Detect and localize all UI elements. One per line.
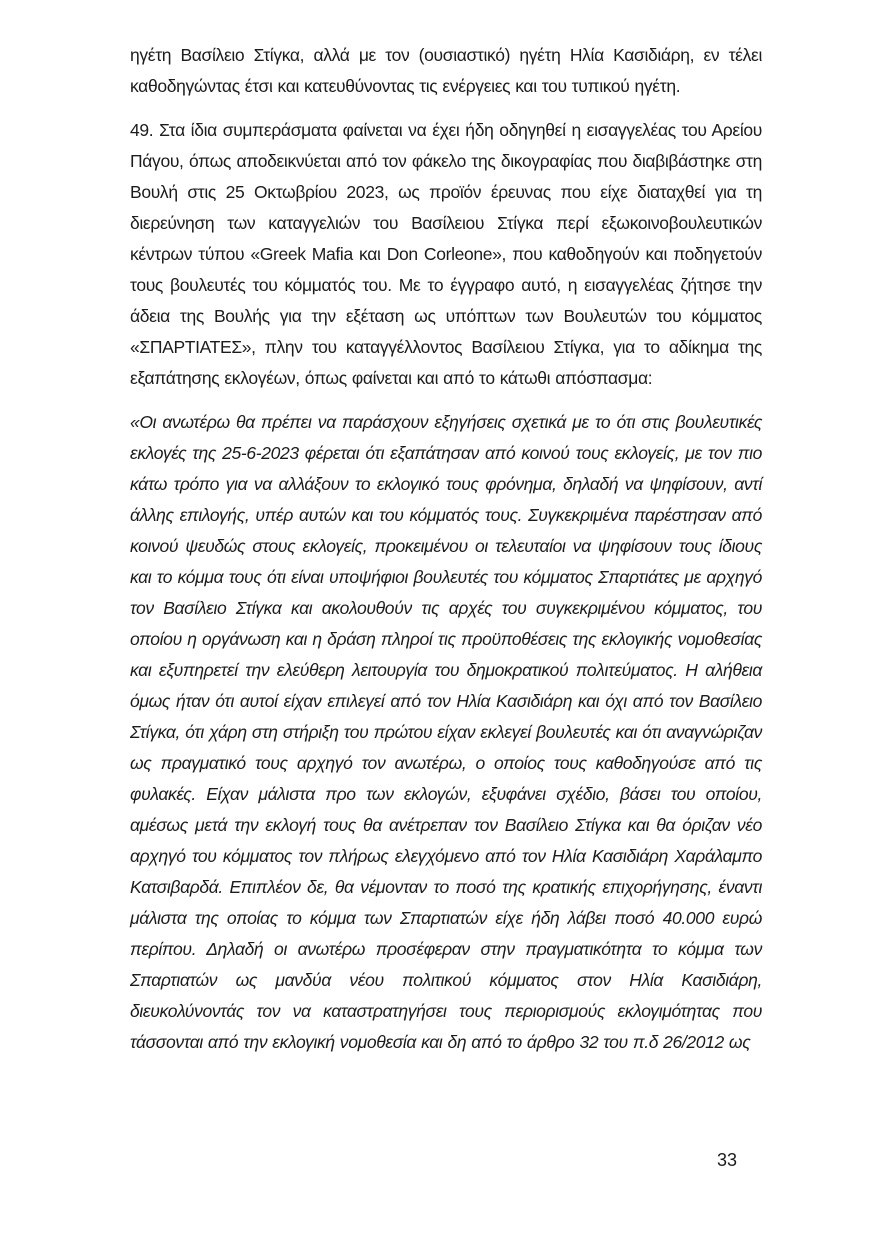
paragraph-49: 49. Στα ίδια συμπεράσματα φαίνεται να έχει ήδη οδηγηθεί η εισαγγελέας του Αρείου Πάγου, όπως αποδεικνύεται από τον φάκελο της δικογραφίας που διαβιβάστηκε στη Βουλή στις 25 Οκτωβρίου 2023, ως προϊόν έρευνας που είχε διαταχθεί για τη διερεύνηση των καταγγελιών του Βασίλειου Στίγκα περί εξωκοινοβουλευτικών κέντρων τύπου «Greek Mafia και Don Corleone», που καθοδηγούν και ποδηγετούν τους βουλευτές του κόμματός του. Με το έγγραφο αυτό, η εισαγγελέας ζήτησε την άδεια της Βουλής για την εξέταση ως υπόπτων των Βουλευτών του κόμματος «ΣΠΑΡΤΙΑΤΕΣ», πλην του καταγγέλλοντος Βασίλειου Στίγκα, για το αδίκημα της εξαπάτησης εκλογέων, όπως φαίνεται και από το κάτωθι απόσπασμα:	[130, 120, 762, 388]
page-body-text	[130, 40, 762, 1058]
page-number: 33	[716, 1150, 737, 1170]
quoted-excerpt-paragraph: «Οι ανωτέρω θα πρέπει να παράσχουν εξηγήσεις σχετικά με το ότι στις βουλευτικές εκλογές της 25-6-2023 φέρεται ότι εξαπάτησαν από κοινού τους εκλογείς, με τον πιο κάτω τρόπο για να αλλάξουν το εκλογικό τους φρόνημα, δηλαδή να ψηφίσουν, αντί άλλης επιλογής, υπέρ αυτών και του κόμματός τους. Συγκεκριμένα παρέστησαν από κοινού ψευδώς στους εκλογείς, προκειμένου οι τελευταίοι να ψηφίσουν τους ίδιους και το κόμμα τους ότι είναι υποψήφιοι βουλευτές του κόμματος Σπαρτιάτες με αρχηγό τον Βασίλειο Στίγκα και ακολουθούν τις αρχές του συγκεκριμένου κόμματος, του οποίου η οργάνωση και η δράση πληροί τις προϋποθέσεις της εκλογικής νομοθεσίας και εξυπηρετεί την ελεύθερη λειτουργία του δημοκρατικού πολιτεύματος. Η αλήθεια όμως ήταν ότι αυτοί είχαν επιλεγεί από τον Ηλία Κασιδιάρη και όχι από τον Βασίλειο Στίγκα, ότι χάρη στη στήριξη του πρώτου είχαν εκλεγεί βουλευτές και ότι αναγνώριζαν ως πραγματικό τους αρχηγό τον ανωτέρω, ο οποίος τους καθοδηγούσε από τις φυλακές. Είχαν μάλιστα προ των εκλογών, εξυφάνει σχέδιο, βάσει του οποίου, αμέσως μετά την εκλογή τους θα ανέτρεπαν τον Βασίλειο Στίγκα και θα όριζαν νέο αρχηγό του κόμματος τον πλήρως ελεγχόμενο από τον Ηλία Κασιδιάρη Χαράλαμπο Κατσιβαρδά. Επιπλέον δε, θα νέμονταν το ποσό της κρατικής επιχορήγησης, έναντι μάλιστα της οποίας το κόμμα των Σπαρτιατών είχε ήδη λάβει ποσό 40.000 ευρώ περίπου. Δηλαδή οι ανωτέρω προσέφεραν στην πραγματικότητα το κόμμα των Σπαρτιατών ως μανδύα νέου πολιτικού κόμματος στον Ηλία Κασιδιάρη, διευκολύνοντάς τον να καταστρατηγήσει τους περιορισμούς εκλογιμότητας που τάσσονται από την εκλογική νομοθεσία και δη από το άρθρο 32 του π.δ 26/2012 ως	[130, 412, 762, 1052]
paragraph-continuation: ηγέτη Βασίλειο Στίγκα, αλλά με τον (ουσιαστικό) ηγέτη Ηλία Κασιδιάρη, εν τέλει καθοδηγώντας έτσι και κατευθύνοντας τις ενέργειες και του τυπικού ηγέτη.	[130, 45, 762, 96]
